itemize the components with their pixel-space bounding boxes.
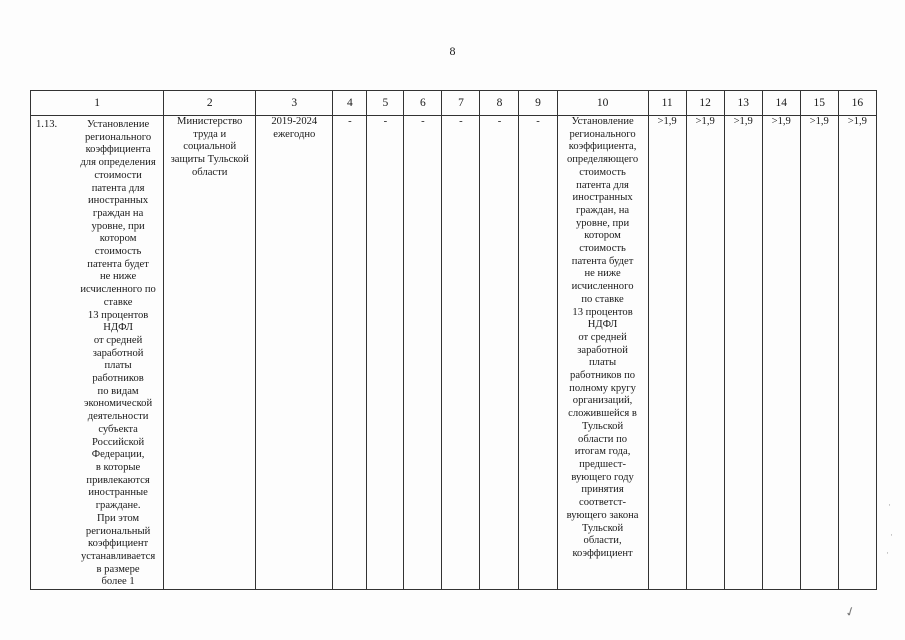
header-cell: 15 <box>800 91 838 116</box>
value-cell: >1,9 <box>838 116 876 590</box>
value-cell: >1,9 <box>724 116 762 590</box>
header-cell: 5 <box>367 91 404 116</box>
scan-artifact: · <box>886 548 889 558</box>
table-cell: - <box>442 116 480 590</box>
header-cell: 7 <box>442 91 480 116</box>
check-mark-icon: ✓ <box>842 602 858 621</box>
header-cell: 10 <box>557 91 648 116</box>
header-cell: 14 <box>762 91 800 116</box>
indicator-cell: Установление регионального коэффициента, определяющего стоимость патента для иностранных граждан, на уровне, при котором стоимость патента будет не ниже исчисленного по ставке 13 процентов НДФЛ от средней заработной платы работников по полному кругу организаций, сложившейся в Тульской области по итогам года, предшест- вующего году принятия соответст- вующего закона Тульской области, коэффициент <box>557 116 648 590</box>
value-cell: >1,9 <box>762 116 800 590</box>
table-cell: - <box>333 116 367 590</box>
table-cell: - <box>367 116 404 590</box>
scan-artifact: · <box>890 530 893 540</box>
header-cell: 13 <box>724 91 762 116</box>
header-cell: 9 <box>519 91 557 116</box>
measure-cell <box>31 116 164 590</box>
responsible-cell: Министерство труда и социальной защиты Тульской области <box>164 116 256 590</box>
scan-artifact: · <box>888 500 891 510</box>
value-cell: >1,9 <box>686 116 724 590</box>
period-cell: 2019-2024 ежегодно <box>256 116 333 590</box>
header-cell: 2 <box>164 91 256 116</box>
header-row <box>31 91 877 116</box>
header-cell: 16 <box>838 91 876 116</box>
table-cell: - <box>480 116 519 590</box>
main-table <box>30 90 877 590</box>
header-cell: 4 <box>333 91 367 116</box>
header-cell: 11 <box>648 91 686 116</box>
value-cell: >1,9 <box>800 116 838 590</box>
table-cell: - <box>519 116 557 590</box>
value-cell: >1,9 <box>648 116 686 590</box>
header-cell: 8 <box>480 91 519 116</box>
table-row <box>31 116 877 590</box>
header-cell: 12 <box>686 91 724 116</box>
header-cell: 6 <box>404 91 442 116</box>
table-cell: - <box>404 116 442 590</box>
header-cell: 3 <box>256 91 333 116</box>
header-cell: 1 <box>31 91 164 116</box>
row-number: 1.13. <box>36 119 58 130</box>
measure-text: Установление регионального коэффициента для определения стоимости патента для иностранных граждан на уровне, при котором стоимость патента будет не ниже исчисленного по ставке 13 процентов НДФЛ от средней заработной платы работников по видам экономической деятельности субъекта Российской Федерации, в которые привлекаются иностранные граждане. При этом региональный коэффициент устанавливается в размере более 1 <box>80 119 156 588</box>
page-number: 8 <box>449 44 456 58</box>
